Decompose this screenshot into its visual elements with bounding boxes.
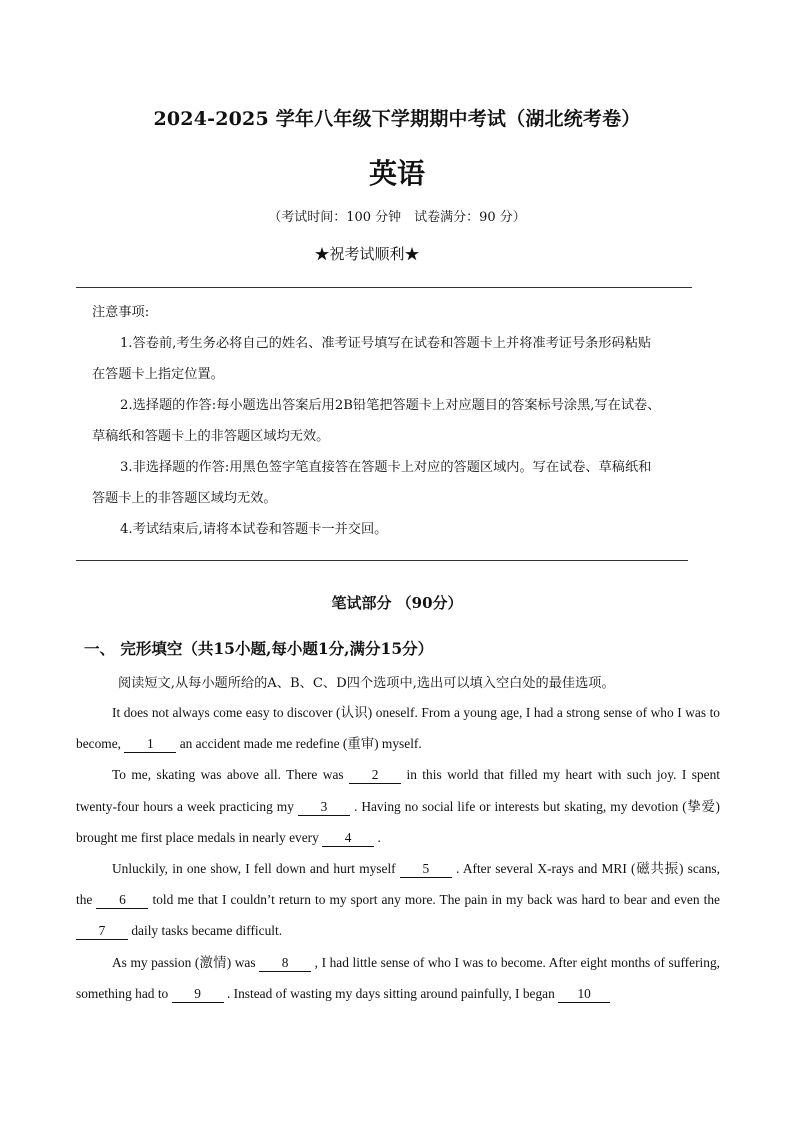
blank-3: 3: [298, 799, 350, 816]
note-item-2: 2.选择题的作答:每小题选出答案后用2B铅笔把答题卡上对应题目的答案标号涂黑,写在试卷、: [120, 398, 661, 413]
blank-9: 9: [172, 986, 224, 1003]
divider-top: [76, 287, 692, 288]
passage-text: . After several X-rays and MRI (磁共振) scans, the: [76, 861, 720, 908]
exam-info: （考试时间：100 分钟 试卷满分：90 分）: [268, 210, 526, 225]
divider-bottom: [76, 560, 688, 561]
part-instruction: 阅读短文,从每小题所给的A、B、C、D四个选项中,选出可以填入空白处的最佳选项。: [118, 676, 615, 691]
blank-10: 10: [558, 986, 610, 1003]
cloze-passage: [76, 697, 720, 1009]
part-heading: 一、 完形填空（共15小题,每小题1分,满分15分）: [84, 639, 434, 658]
passage-text: . Instead of wasting my days sitting around painfully, I began: [223, 985, 559, 1001]
section-title: 笔试部分 （90分）: [331, 594, 463, 612]
note-item-4: 4.考试结束后,请将本试卷和答题卡一并交回。: [120, 522, 388, 537]
note-item-1-cont: 在答题卡上指定位置。: [92, 367, 224, 382]
note-item-2-cont: 草稿纸和答题卡上的非答题区域均无效。: [92, 429, 330, 444]
blank-8: 8: [259, 955, 311, 972]
blank-2: 2: [349, 767, 401, 784]
subject-title: 英语: [368, 157, 425, 190]
passage-text: .: [374, 829, 381, 845]
paragraph-1: [76, 697, 720, 759]
notes-heading: 注意事项:: [92, 305, 150, 320]
paragraph-4: [76, 947, 720, 1009]
note-item-3-cont: 答题卡上的非答题区域均无效。: [92, 491, 277, 506]
passage-text: To me, skating was above all. There was: [112, 767, 350, 783]
blank-6: 6: [96, 892, 148, 909]
passage-text: It does not always come easy to discover (认识) oneself. From a young age, I had a strong sense of who I was to become,: [76, 705, 720, 752]
note-item-1: 1.答卷前,考生务必将自己的姓名、准考证号填写在试卷和答题卡上并将准考证号条形码粘贴: [120, 336, 652, 351]
paragraph-3: [76, 853, 720, 947]
notes-block: [92, 297, 732, 545]
note-item-3: 3.非选择题的作答:用黑色签字笔直接答在答题卡上对应的答题区域内。写在试卷、草稿纸和: [120, 460, 652, 475]
blank-4: 4: [322, 830, 374, 847]
exam-title: 2024-2025 学年八年级下学期期中考试（湖北统考卷）: [153, 108, 641, 130]
passage-text: daily tasks became difficult.: [128, 923, 283, 939]
passage-text: . Having no social life or interests but skating, my devotion (挚爱) brought me first place medals in nearly every: [76, 798, 721, 845]
passage-text: As my passion (激情) was: [112, 954, 260, 970]
good-luck-wish: ★祝考试顺利★: [314, 245, 420, 263]
passage-text: Unluckily, in one show, I fell down and hurt myself: [112, 861, 400, 877]
passage-text: an accident made me redefine (重审) myself.: [176, 736, 422, 752]
passage-text: , I had little sense of who I was to become. After eight months of suffering, something had to: [76, 954, 720, 1001]
passage-text: told me that I couldn’t return to my sport any more. The pain in my back was hard to bear and even the: [148, 892, 720, 908]
blank-7: 7: [76, 923, 128, 940]
blank-5: 5: [400, 861, 452, 878]
paragraph-2: [76, 759, 720, 853]
blank-1: 1: [124, 736, 176, 753]
passage-text: in this world that filled my heart with such joy. I spent twenty-four hours a week practicing my: [76, 767, 720, 814]
